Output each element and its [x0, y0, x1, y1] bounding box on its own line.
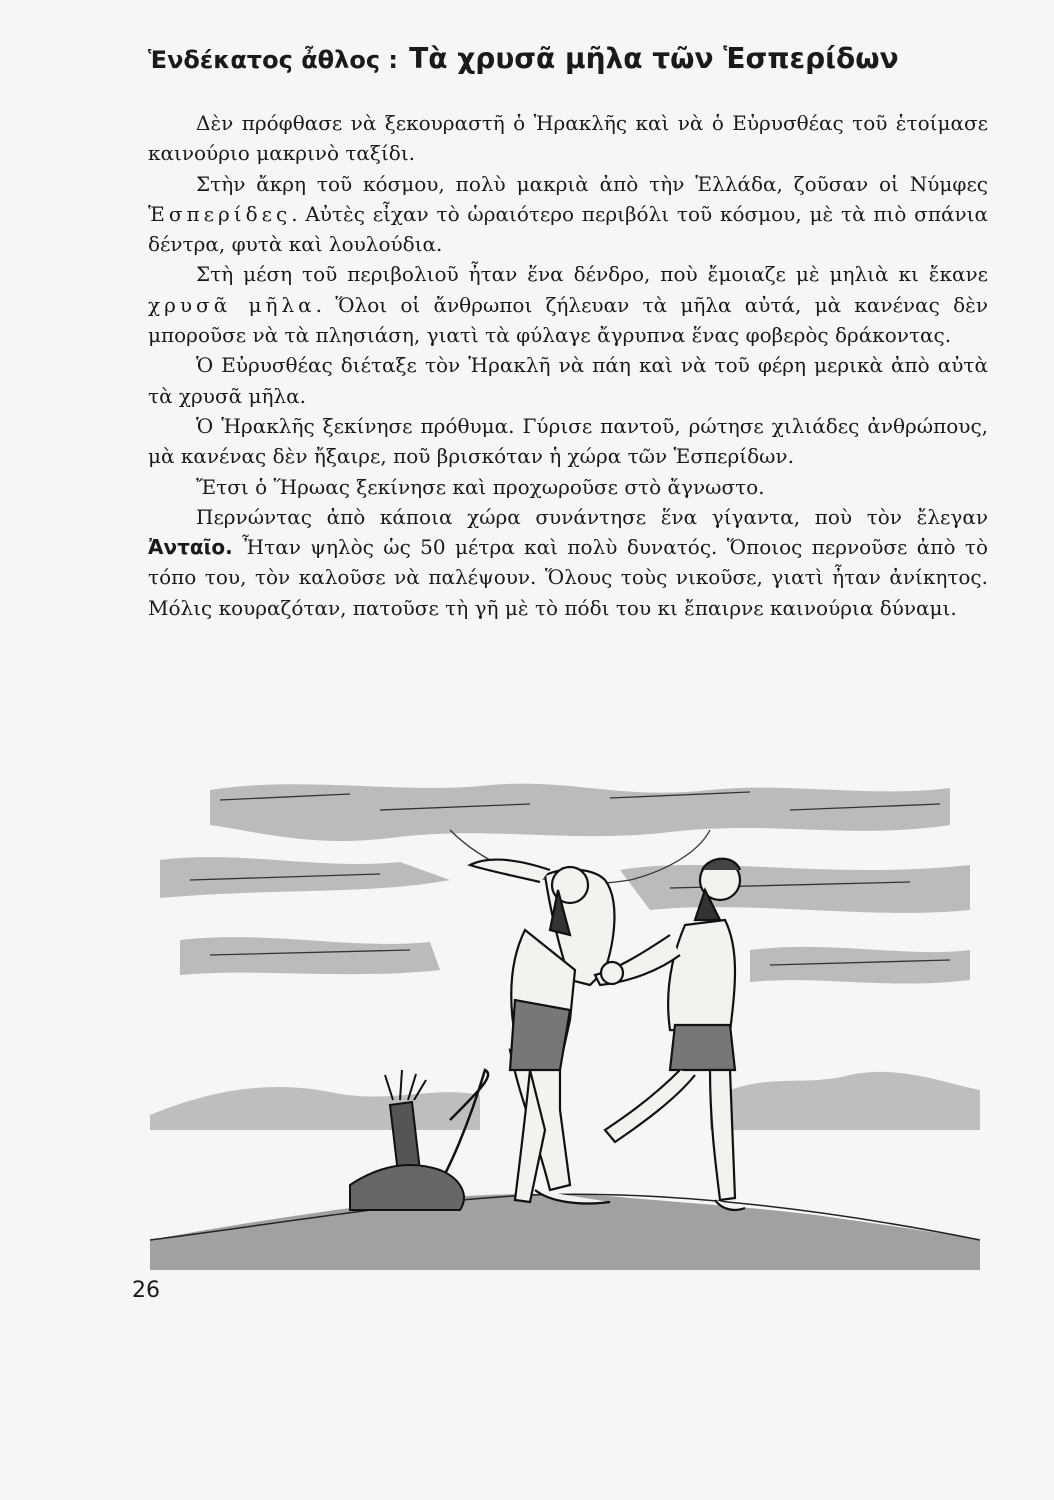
chapter-heading [148, 42, 998, 75]
story-text [148, 108, 988, 623]
antaeus-figure [595, 859, 745, 1210]
paragraph-7 [148, 502, 988, 623]
paragraph-4: Ὁ Εὐρυσθέας διέταξε τὸν Ἡρακλῆ νὰ πάη καὶ νὰ τοῦ φέρη μερικὰ ἀπὸ αὐτὰ τὰ χρυσᾶ μῆλα. [148, 353, 988, 408]
paragraph-6: Ἔτσι ὁ Ἥρωας ξεκίνησε καὶ προχωροῦσε στὸ ἄγνωστο. [196, 474, 765, 499]
paragraph-3 [148, 259, 988, 350]
chapter-title: Τὰ χρυσᾶ μῆλα τῶν Ἑσπερίδων [409, 42, 899, 75]
paragraph-2 [148, 169, 988, 260]
nymphs-name: Ἑσπερίδες [148, 201, 292, 226]
paragraph-5: Ὁ Ἡρακλῆς ξεκίνησε πρόθυμα. Γύρισε παντοῦ, ρώτησε χιλιάδες ἀνθρώπους, μὰ κανένας δὲν ἤξαιρε, ποῦ βρισκόταν ἡ χώρα τῶν Ἑσπερίδων. [148, 413, 988, 469]
golden-apples-emphasis: χρυσᾶ μῆλα [148, 292, 316, 317]
paragraph-2-part2: . Αὐτὲς εἶχαν τὸ ὡραιότερο περιβόλι τοῦ κόσμου, μὲ τὰ πιὸ σπάνια δέντρα, φυτὰ καὶ λουλούδια. [148, 201, 988, 257]
paragraph-2-part1: Στὴν ἄκρη τοῦ κόσμου, πολὺ μακριὰ ἀπὸ τὴν Ἑλλάδα, ζοῦσαν οἱ Νύμφες [196, 171, 988, 196]
page-number: 26 [132, 1278, 160, 1303]
quiver-and-bow [350, 1070, 488, 1210]
antaeus-name: Ἀνταῖο. [148, 535, 233, 560]
ground [150, 1194, 980, 1270]
paragraph-7-part1: Περνώντας ἀπὸ κάποια χώρα συνάντησε ἕνα γίγαντα, ποὺ τὸν ἔλεγαν [196, 504, 988, 529]
heracles-figure [470, 860, 614, 1204]
heracles-antaeus-illustration [150, 770, 980, 1270]
paragraph-3-part2: . Ὅλοι οἱ ἄνθρωποι ζήλευαν τὰ μῆλα αὐτά, μὰ κανένας δὲν μποροῦσε νὰ τὰ πλησιάση, γιατὶ τὰ φύλαγε ἄγρυπνα ἕνας φοβερὸς δράκοντας. [148, 292, 988, 348]
paragraph-7-part2: Ἦταν ψηλὸς ὡς 50 μέτρα καὶ πολὺ δυνατός. Ὅποιος περνοῦσε ἀπὸ τὸ τόπο του, τὸν καλοῦσε νὰ παλέψουν. Ὅλους τοὺς νικοῦσε, γιατὶ ἦταν ἀνίκητος. Μόλις κουραζόταν, πατοῦσε τὴ γῆ μὲ τὸ πόδι του κι ἔπαιρνε καινούρια δύναμι. [148, 535, 989, 620]
paragraph-3-part1: Στὴ μέση τοῦ περιβολιοῦ ἦταν ἕνα δένδρο, ποὺ ἔμοιαζε μὲ μηλιὰ κι ἔκανε [196, 262, 988, 287]
distant-hills [150, 1072, 980, 1130]
paragraph-1: Δὲν πρόφθασε νὰ ξεκουραστῆ ὁ Ἡρακλῆς καὶ νὰ ὁ Εὐρυσθέας τοῦ ἑτοίμασε καινούριο μακρινὸ ταξίδι. [148, 111, 988, 166]
chapter-label: Ἑνδέκατος ἆθλος : [148, 46, 399, 74]
